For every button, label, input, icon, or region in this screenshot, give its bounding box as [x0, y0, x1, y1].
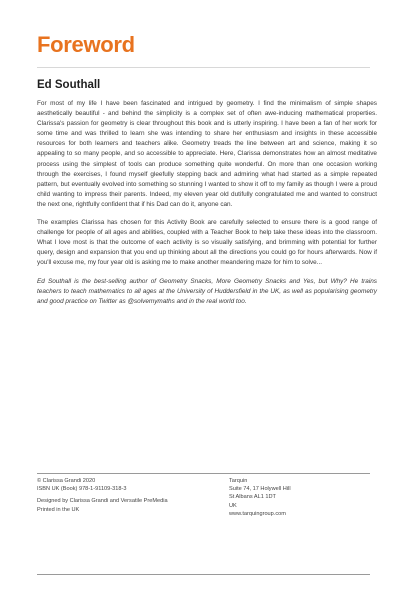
paragraph-2: The examples Clarissa has chosen for this Activity Book are carefully selected to ensure there is a good range of challenge for people of all ages and abilities, coupled with a Teacher Book to help take these ideas into the classroom. What I love most is that the outcome of each activity is so visually satisfying, and brimming with potential for further query, design and expansion that you end up thinking about all the directions you could go for hours afterwards. Now if you'll excuse me, my four year old is asking me to make another meandering maze for him to solve...	[37, 219, 377, 267]
design-credit-line: Designed by Clarissa Grandi and Versatile PreMedia	[37, 498, 168, 505]
imprint-box	[37, 473, 370, 575]
publisher-address-1: Suite 74, 17 Holywell Hill	[229, 486, 291, 493]
isbn-line: ISBN UK (Book) 978-1-91109-318-3	[37, 486, 127, 493]
imprint-left-column	[37, 477, 168, 514]
foreword-body	[37, 99, 377, 315]
author-name: Ed Southall	[37, 79, 101, 91]
publisher-country: UK	[229, 502, 237, 509]
title-divider	[37, 67, 370, 68]
publisher-website: www.tarquingroup.com	[229, 510, 286, 517]
publisher-address-2: St Albans AL1 1DT	[229, 494, 276, 501]
copyright-line: © Clarissa Grandi 2020	[37, 478, 96, 484]
paragraph-1: For most of my life I have been fascinated and intrigued by geometry. I find the minimalism of simple shapes aesthetically beautiful - and behind the simplicity is a complex set of often awe-inducing mathematical properties. Clarissa's passion for geometry is clear throughout this book and is utterly inspiring. I have been a fan of her work for some time and was thrilled to learn she was intending to share her enthusiasm and insights in these accessible resources for both learners and teachers alike. Geometry treads the line between art and science, making it so appealing to so many people, and so accessible to appreciate. Here, Clarissa demonstrates how an almost meditative process using the simplest of tools can produce something quite wonderful. On more than one occasion working through the exercises, I found myself gleefully stepping back and admiring what had started as a simple repeated pattern, but eventually evolved into something so stunning I wanted to show it off to my family as though I were a proud child wanting to impress their parents. Indeed, my eleven year old dutifully congratulated me and wanted to construct the next one, rightfully confident that if his Dad can do it, anyone can.	[37, 100, 377, 208]
publisher-name: Tarquin	[229, 478, 248, 484]
printed-line: Printed in the UK	[37, 506, 80, 513]
page-title: Foreword	[37, 32, 135, 57]
author-bio: Ed Southall is the best-selling author of Geometry Snacks, More Geometry Snacks and Yes, but Why? He trains teachers to teach mathematics to all ages at the University of Huddersfield in the UK, as well as popularising geometry and good practice on Twitter as @solvemymaths and in the real world too.	[37, 277, 377, 305]
imprint-right-column	[229, 477, 291, 518]
